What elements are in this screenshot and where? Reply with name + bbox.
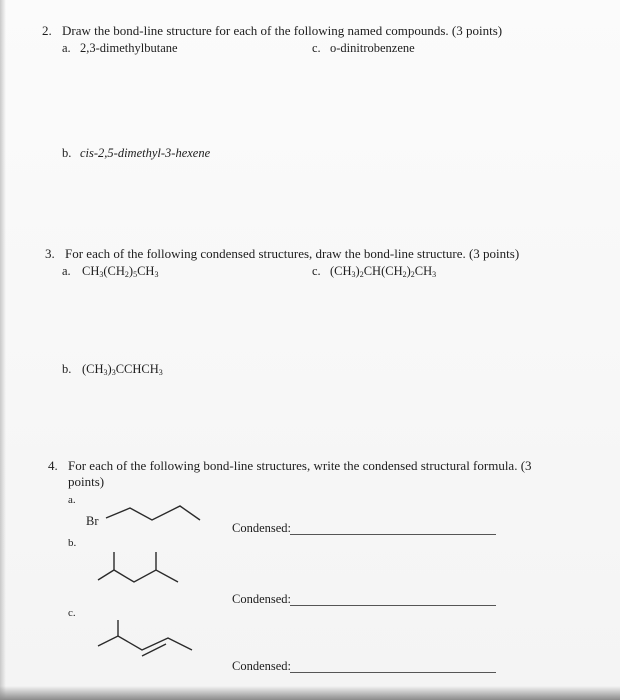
q4-b-answer-line[interactable]	[290, 605, 496, 606]
q3-a-formula: $CH_3(CH_2)_5CH_3$	[82, 264, 159, 279]
q4-number: 4.	[48, 458, 58, 473]
bromine-label: Br	[86, 514, 99, 528]
q2-c-label: c.	[312, 41, 321, 55]
q3-c-label: c.	[312, 264, 321, 278]
q3-a-label: a.	[62, 264, 71, 278]
q2-b-label: b.	[62, 146, 72, 160]
q2-prompt: Draw the bond-line structure for each of the following named compounds. (3 points)	[62, 23, 503, 38]
q4-b-label: b.	[68, 537, 77, 549]
q3-c-formula: $(CH_3)_2CH(CH_2)_2CH_3$	[330, 264, 437, 279]
page-edge-shadow	[0, 0, 6, 700]
q4-c-label: c.	[68, 607, 76, 619]
structure-b-branched-alkane	[96, 548, 196, 598]
q2-a-label: a.	[62, 41, 71, 55]
q4-prompt-line1: For each of the following bond-line structures, write the condensed structural formula. (3	[68, 458, 532, 473]
q3-b-formula: $(CH_3)_3CCHCH_3$	[82, 362, 163, 377]
q4-prompt-line2: points)	[68, 474, 105, 489]
q3-prompt: For each of the following condensed structures, draw the bond-line structure. (3 points)	[65, 246, 520, 261]
q3-number: 3.	[45, 246, 55, 261]
q4-a-label: a.	[68, 494, 76, 506]
q4-a-condensed-label: Condensed:	[232, 521, 292, 535]
q2-a-text: 2,3-dimethylbutane	[80, 41, 178, 55]
q2-number: 2.	[42, 23, 52, 38]
q2-c-text: o-dinitrobenzene	[330, 41, 415, 55]
q2-b-text: cis-2,5-dimethyl-3-hexene	[80, 146, 211, 160]
q3-b-label: b.	[62, 362, 72, 376]
page-bottom-shadow	[0, 686, 620, 700]
structure-a-bromo-chain	[100, 500, 200, 530]
structure-c-branched-alkene	[96, 616, 196, 666]
q4-a-answer-line[interactable]	[290, 534, 496, 535]
q4-c-condensed-label: Condensed:	[232, 659, 292, 673]
q4-b-condensed-label: Condensed:	[232, 592, 292, 606]
q4-c-answer-line[interactable]	[290, 672, 496, 673]
